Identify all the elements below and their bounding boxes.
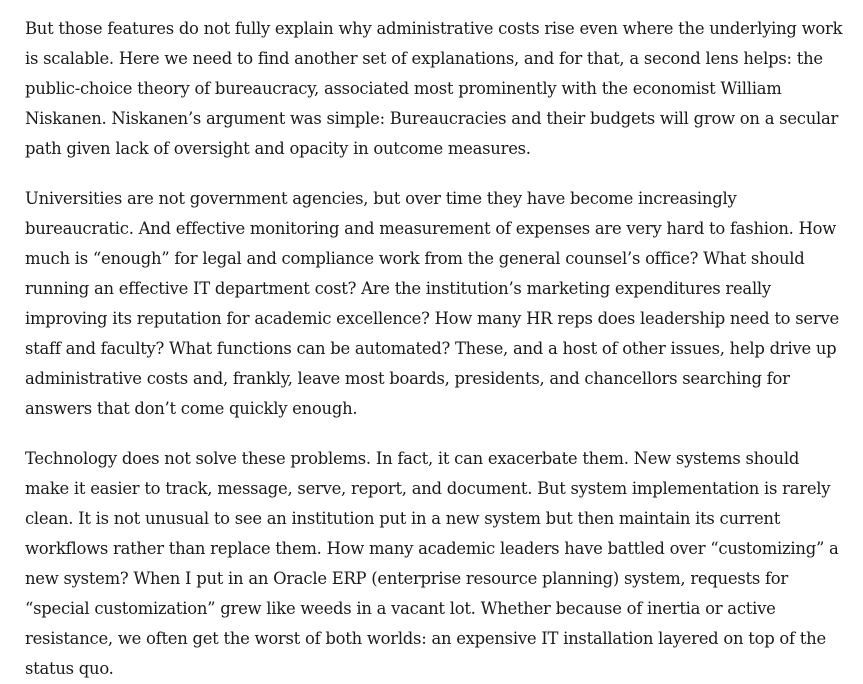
paragraph-technology-systems: Technology does not solve these problems. In fact, it can exacerbate them. New systems should make it easier to track, message, serve, report, and document. But system implementation is rarely clean. It is not unusual to see an institution put in a new system but then maintain its current workflows rather than replace them. How many academic leaders have battled over “customizing” a new system? When I put in an Oracle ERP (enterprise resource planning) system, requests for “special customization” grew like weeds in a vacant lot. Whether because of inertia or active resistance, we often get the worst of both worlds: an expensive IT installation layered on top of the status quo.	[25, 449, 839, 678]
paragraph-university-bureaucracy: Universities are not government agencies, but over time they have become increasingly bureaucratic. And effective monitoring and measurement of expenses are very hard to fashion. How much is “enough” for legal and compliance work from the general counsel’s office? What should running an effective IT department cost? Are the institution’s marketing expenditures really improving its reputation for academic excellence? How many HR reps does leadership need to serve staff and faculty? What functions can be automated? These, and a host of other issues, help drive up administrative costs and, frankly, leave most boards, presidents, and chancellors searching for answers that don’t come quickly enough.	[25, 189, 839, 418]
paragraph-public-choice-theory: But those features do not fully explain why administrative costs rise even where the underlying work is scalable. Here we need to find another set of explanations, and for that, a second lens helps: the public-choice theory of bureaucracy, associated most prominently with the economist William Niskanen. Niskanen’s argument was simple: Bureaucracies and their budgets will grow on a secular path given lack of oversight and opacity in outcome measures.	[25, 19, 843, 158]
